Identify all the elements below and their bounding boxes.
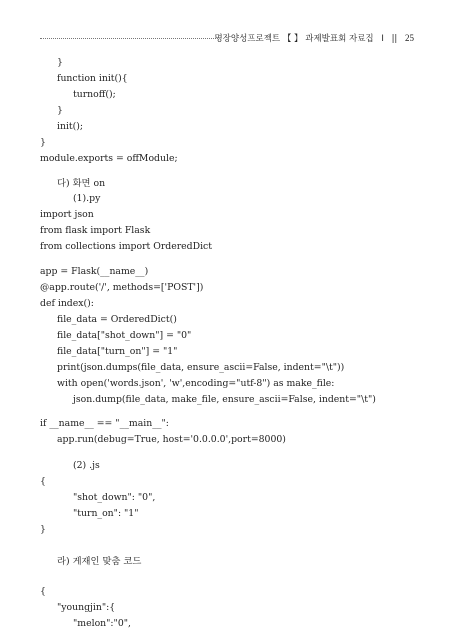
code-line: "youngjin":{ [57, 602, 116, 613]
header-dotted-rule [40, 38, 218, 39]
code-line: turnoff(); [73, 89, 116, 100]
code-line: if __name__ == "__main__": [40, 418, 169, 429]
code-line: } [40, 137, 46, 148]
code-line: file_data["shot_down"] = "0" [57, 330, 192, 341]
code-line: import json [40, 209, 94, 220]
code-line: init(); [57, 121, 84, 132]
code-line: print(json.dumps(file_data, ensure_ascii=False, indent="\t")) [57, 362, 345, 373]
code-line: function init(){ [57, 73, 128, 84]
code-line: with open('words.json', 'w',encoding="utf-8") as make_file: [57, 378, 335, 389]
code-line: file_data = OrderedDict() [57, 314, 177, 325]
code-line: json.dump(file_data, make_file, ensure_ascii=False, indent="\t") [73, 394, 376, 405]
code-line: module.exports = offModule; [40, 153, 178, 164]
header-separator-1: I [381, 34, 384, 44]
code-line: "melon":"0", [73, 618, 131, 629]
code-line: "shot_down": "0", [73, 492, 156, 503]
code-line: from collections import OrderedDict [40, 241, 212, 252]
code-line: file_data["turn_on"] = "1" [57, 346, 178, 357]
code-line: } [57, 57, 63, 68]
code-line: 다) 화면 on [57, 178, 106, 189]
header-separator-2: || [391, 34, 398, 44]
code-line: "turn_on": "1" [73, 508, 139, 519]
header-title: 명장양성프로젝트 【 】 과제발표회 자료집 [214, 34, 374, 44]
code-line: app = Flask(__name__) [40, 266, 149, 277]
page-number: 25 [405, 33, 414, 43]
code-line: } [57, 105, 63, 116]
code-line: (2) .js [73, 460, 100, 471]
code-line: } [40, 524, 46, 535]
code-line: from flask import Flask [40, 225, 151, 236]
code-line: (1).py [73, 193, 101, 204]
code-line: app.run(debug=True, host='0.0.0.0',port=8000) [57, 434, 286, 445]
page-header [40, 32, 414, 44]
header-text [209, 32, 414, 45]
code-line: { [40, 586, 46, 597]
code-line: 라) 게재인 맞춤 코드 [57, 556, 142, 567]
code-line: @app.route('/', methods=['POST']) [40, 282, 204, 293]
code-line: { [40, 476, 46, 487]
code-line: def index(): [40, 298, 94, 309]
